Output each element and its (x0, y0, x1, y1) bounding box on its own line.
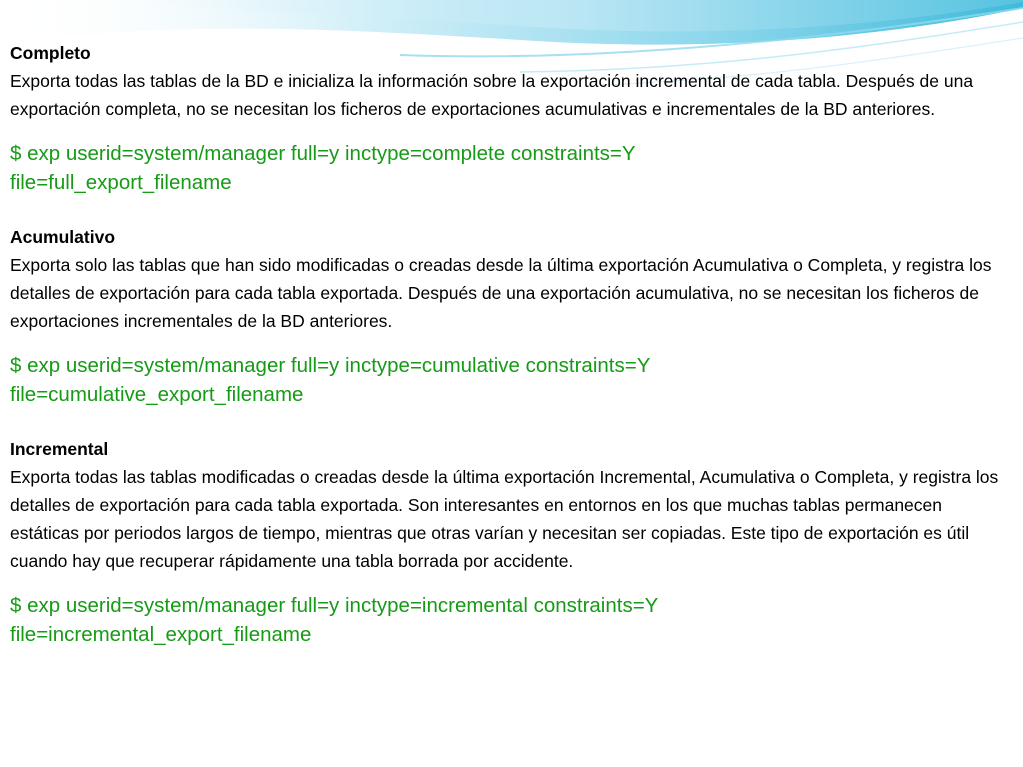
command-example (10, 140, 1015, 197)
section-acumulativo (10, 224, 1015, 409)
command-example (10, 352, 1015, 409)
section-description: Exporta todas las tablas modificadas o creadas desde la última exportación Incremental, Acumulativa o Completa, y registra los detalles de exportación para cada tabla exportada. Son interesantes en entornos en los que muchas tablas permanecen estáticas por periodos largos de tiempo, mientras que otras varían y necesitan ser copiadas. Este tipo de exportación es útil cuando hay que recuperar rápidamente una tabla borrada por accidente. (10, 467, 999, 571)
section-description: Exporta todas las tablas de la BD e inicializa la información sobre la exportación incremental de cada tabla. Después de una exportación completa, no se necesitan los ficheros de exportaciones acumulativas e incrementales de la BD anteriores. (10, 71, 974, 119)
command-line-1: $ exp userid=system/manager full=y inctype=cumulative constraints=Y (10, 354, 651, 377)
command-line-2: file=full_export_filename (10, 170, 232, 194)
command-line-2: file=incremental_export_filename (10, 622, 312, 646)
command-line-2: file=cumulative_export_filename (10, 382, 304, 406)
section-heading: Incremental (10, 439, 109, 459)
section-incremental (10, 436, 1015, 649)
command-line-1: $ exp userid=system/manager full=y inctype=incremental constraints=Y (10, 594, 659, 617)
section-heading: Completo (10, 43, 91, 63)
section-description: Exporta solo las tablas que han sido modificadas o creadas desde la última exportación Acumulativa o Completa, y registra los detalles de exportación para cada tabla exportada. Después de una exportación acumulativa, no se necesitan los ficheros de exportaciones incrementales de la BD anteriores. (10, 255, 992, 331)
command-example (10, 592, 1015, 649)
command-line-1: $ exp userid=system/manager full=y inctype=complete constraints=Y (10, 142, 636, 165)
section-completo (10, 40, 1015, 197)
section-heading: Acumulativo (10, 227, 116, 247)
slide-content (10, 40, 1015, 649)
